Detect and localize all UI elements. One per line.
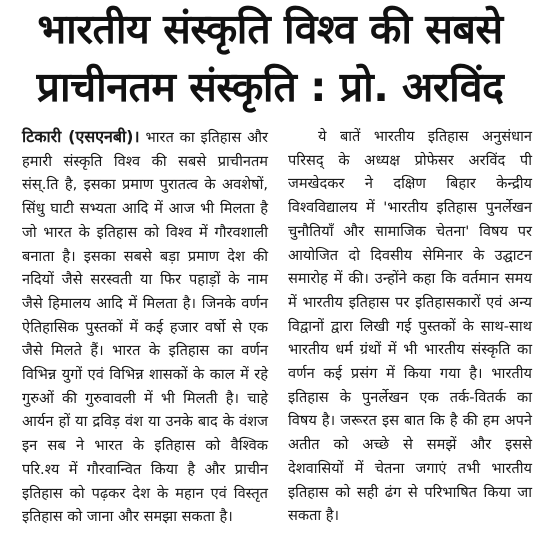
headline-line-1: भारतीय संस्कृति विश्व की सबसे [37, 5, 503, 53]
article-para-1-text: भारत का इतिहास और हमारी संस्कृति विश्व की सबसे प्राचीनतम संस्.ति है, इसका प्रमाण पुरातत्व के अवशेषों, सिंधु घाटी सभ्यता आदि में आज भी मिलता है जो भारत के इतिहास को विश्व में गौरवशाली बनाता है। इसका सबसे बड़ा प्रमाण देश की नदियों जैसे सरस्वती या फिर पहाड़ों के नाम जैसे हिमालय आदि में मिलता है। जिनके वर्णन ऐतिहासिक पुस्तकों में कई हजार वर्षो से एक जैसे मिलते हैं। भारत के इतिहास का वर्णन विभिन्न युगों एवं विभिन्न शासकों के काल में रहे गुरुओं की गुरुवावली में भी मिलती है। चाहे आर्यन हों या द्रविड़ वंश या उनके बाद के वंशज इन सब ने भारत के इतिहास को वैश्विक परि.श्य में गौरवान्वित किया है और प्राचीन इतिहास को पढ़कर देश के महान एवं विस्तृत इतिहास को जाना और समझा सकता है। [22, 129, 269, 526]
headline [0, 0, 540, 116]
article-column-right [288, 125, 532, 528]
headline-line-2: प्राचीनतम संस्कृति : प्रो. अरविंद [36, 63, 504, 111]
article-column-left [22, 125, 268, 529]
article-para-1 [22, 125, 268, 529]
dateline: टिकारी (एसएनबी)। [22, 127, 140, 146]
article-para-2: ये बातें भारतीय इतिहास अनुसंधान परिसद् के अध्यक्ष प्रोफेसर अरविंद पी जमखेदकर ने दक्षिण बिहार केन्द्रीय विश्वविद्यालय में 'भारतीय इतिहास पुनर्लेखन चुनौतियाँ और सामाजिक चेतना' विषय पर आयोजित दो दिवसीय सेमिनार के उद्घाटन समारोह में की। उन्होंने कहा कि वर्तमान समय में भारतीय इतिहास पर इतिहासकारों एवं अन्य विद्वानों द्वारा लिखी गई पुस्तकों के साथ-साथ भारतीय धर्म ग्रंथों में भी भारतीय संस्कृति का वर्णन कई प्रसंग में किया गया है। भारतीय इतिहास के पुनर्लेखन एक तर्क-वितर्क का विषय है। जरूरत इस बात कि है की हम अपने अतीत को अच्छे से समझें और इससे देशवासियों में चेतना जगाएं तभी भारतीय इतिहास को सही ढंग से परिभाषित किया जा सकता है। [288, 128, 532, 525]
